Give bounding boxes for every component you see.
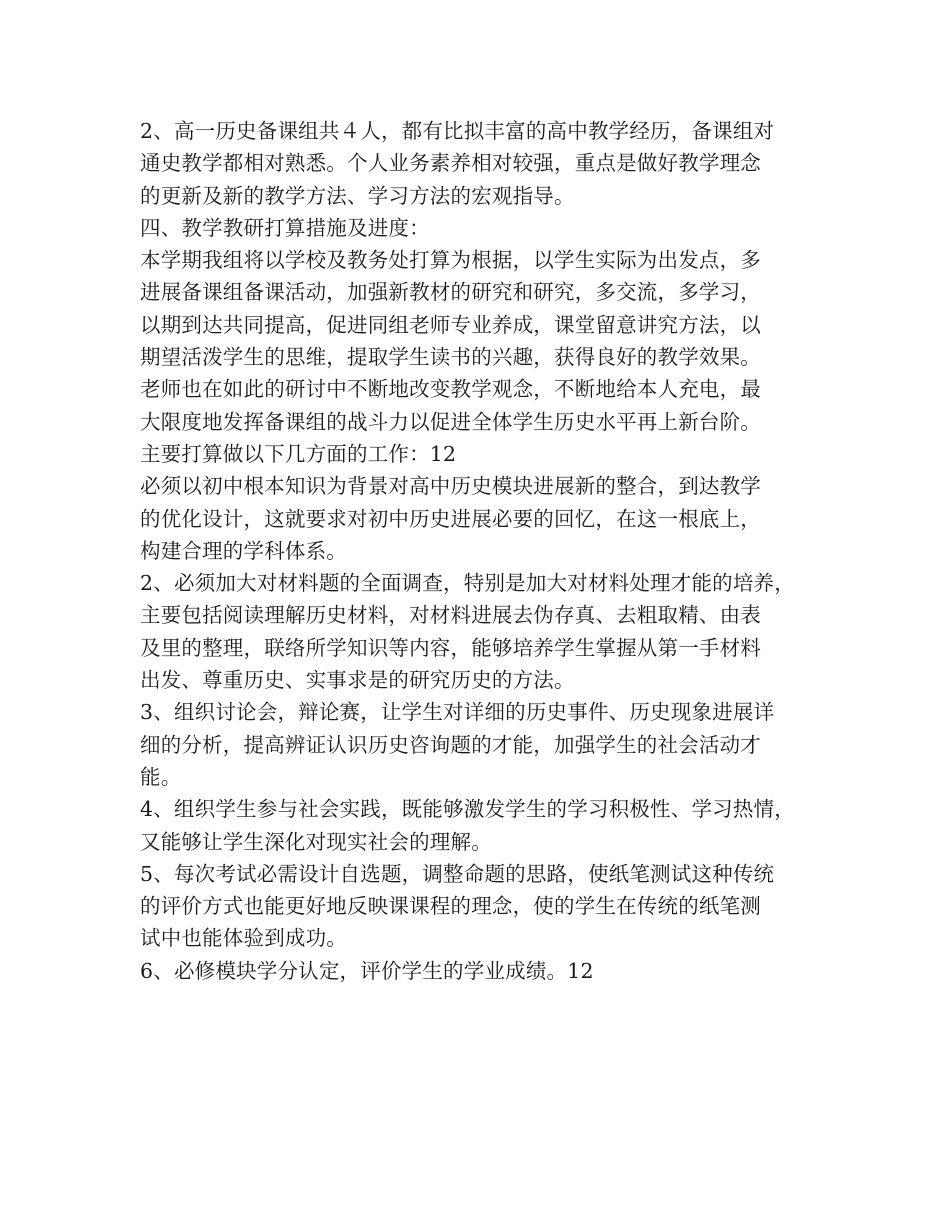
text-line: 构建合理的学科体系。 [140,538,347,563]
text-line: 5、每次考试必需设计自选题，调整命题的思路，使纸笔测试这种传统 [140,861,775,886]
text-line: 2、必须加大对材料题的全面调查，特别是加大对材料处理才能的培养， [140,571,795,596]
text-line: 主要包括阅读理解历史材料，对材料进展去伪存真、去粗取精、由表 [140,603,761,628]
text-line: 老师也在如此的研讨中不断地改变教学观念，不断地给本人充电，最 [140,377,761,402]
text-line: 3、组织讨论会，辩论赛，让学生对详细的历史事件、历史现象进展详 [140,700,775,725]
text-line: 4、组织学生参与社会实践，既能够激发学生的学习积极性、学习热情， [140,797,795,822]
text-line: 以期到达共同提高，促进同组老师专业养成，课堂留意讲究方法，以 [140,312,761,337]
text-line: 的更新及新的教学方法、学习方法的宏观指导。 [140,183,575,208]
text-line: 必须以初中根本知识为背景对高中历史模块进展新的整合，到达教学 [140,474,761,499]
text-line: 出发、尊重历史、实事求是的研究历史的方法。 [140,668,575,693]
text-line: 6、必修模块学分认定，评价学生的学业成绩。12 [140,958,594,983]
text-line: 进展备课组备课活动，加强新教材的研究和研究，多交流，多学习， [140,280,761,305]
text-line: 又能够让学生深化对现实社会的理解。 [140,829,492,854]
text-line: 的评价方式也能更好地反映课课程的理念，使的学生在传统的纸笔测 [140,894,761,919]
section-heading: 四、教学教研打算措施及进度： [140,215,430,240]
text-line: 通史教学都相对熟悉。个人业务素养相对较强，重点是做好教学理念 [140,151,761,176]
document-body [140,115,830,987]
text-line: 主要打算做以下几方面的工作：12 [140,441,457,466]
text-line: 本学期我组将以学校及教务处打算为根据，以学生实际为出发点，多 [140,248,761,273]
text-line: 试中也能体验到成功。 [140,926,347,951]
text-line: 大限度地发挥备课组的战斗力以促进全体学生历史水平再上新台阶。 [140,409,761,434]
text-line: 细的分析，提高辨证认识历史咨询题的才能，加强学生的社会活动才 [140,732,761,757]
text-line: 期望活泼学生的思维，提取学生读书的兴趣，获得良好的教学效果。 [140,345,761,370]
text-line: 2、高一历史备课组共４人，都有比拟丰富的高中教学经历，备课组对 [140,119,775,143]
text-line: 能。 [140,764,182,789]
text-line: 及里的整理，联络所学知识等内容，能够培养学生掌握从第一手材料 [140,635,761,660]
text-line: 的优化设计，这就要求对初中历史进展必要的回忆，在这一根底上， [140,506,761,531]
